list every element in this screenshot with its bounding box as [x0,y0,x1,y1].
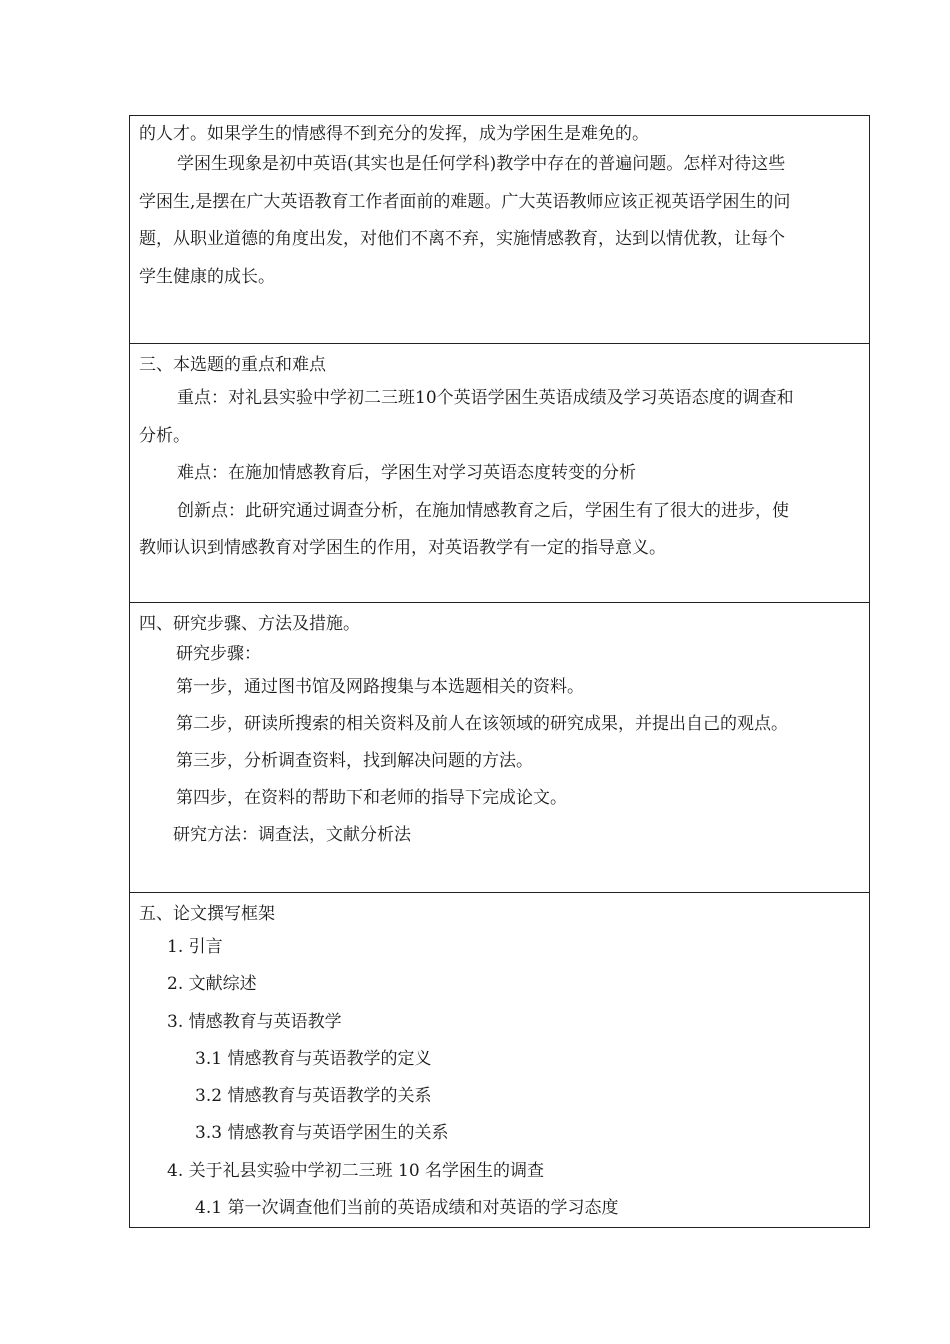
step-item: 第一步，通过图书馆及网路搜集与本选题相关的资料。 [176,677,584,697]
intro-paragraph-line: 学困生现象是初中英语(其实也是任何学科)教学中存在的普遍问题。怎样对待这些 [177,154,786,174]
outline-cell [130,893,869,1227]
outline-item: 4. 关于礼县实验中学初二三班 10 名学困生的调查 [167,1160,545,1181]
outline-subitem: 4.1 第一次调查他们当前的英语成绩和对英语的学习态度 [195,1198,619,1219]
intro-line: 的人才。如果学生的情感得不到充分的发挥，成为学困生是难免的。 [139,124,649,144]
step-item: 第二步，研读所搜索的相关资料及前人在该领域的研究成果，并提出自己的观点。 [176,714,788,734]
innovation-line: 创新点：此研究通过调查分析，在施加情感教育之后，学困生有了很大的进步，使 [177,500,789,521]
intro-paragraph-line: 题，从职业道德的角度出发，对他们不离不弃，实施情感教育，达到以情优教，让每个 [139,229,785,249]
intro-cell [130,116,869,344]
outline-item: 3. 情感教育与英语教学 [167,1011,342,1032]
key-points-cell [130,344,869,603]
outline-subitem: 3.1 情感教育与英语教学的定义 [195,1048,432,1069]
outline-subitem: 3.2 情感教育与英语教学的关系 [195,1086,432,1107]
section-three-heading: 三、本选题的重点和难点 [139,355,326,375]
outline-item: 2. 文献综述 [167,974,257,995]
proposal-table [129,115,870,1228]
section-five-heading: 五、论文撰写框架 [139,904,275,924]
focus-line: 重点：对礼县实验中学初二三班10个英语学困生英语成绩及学习英语态度的调查和 [177,388,794,408]
research-steps-cell [130,603,869,893]
outline-subitem: 3.3 情感教育与英语学困生的关系 [195,1123,449,1144]
innovation-line: 教师认识到情感教育对学困生的作用，对英语教学有一定的指导意义。 [139,538,666,558]
intro-paragraph-line: 学生健康的成长。 [139,266,275,287]
methods-line: 研究方法：调查法，文献分析法 [173,825,411,845]
difficulty-line: 难点：在施加情感教育后，学困生对学习英语态度转变的分析 [177,463,636,483]
intro-paragraph-line: 学困生,是摆在广大英语教育工作者面前的难题。广大英语教师应该正视英语学困生的问 [139,191,791,212]
outline-item: 1. 引言 [167,937,223,957]
focus-line: 分析。 [139,425,190,446]
step-item: 第四步，在资料的帮助下和老师的指导下完成论文。 [176,788,567,808]
steps-label: 研究步骤： [176,644,261,664]
step-item: 第三步，分析调查资料，找到解决问题的方法。 [176,751,533,771]
section-four-heading: 四、研究步骤、方法及措施。 [139,614,360,634]
